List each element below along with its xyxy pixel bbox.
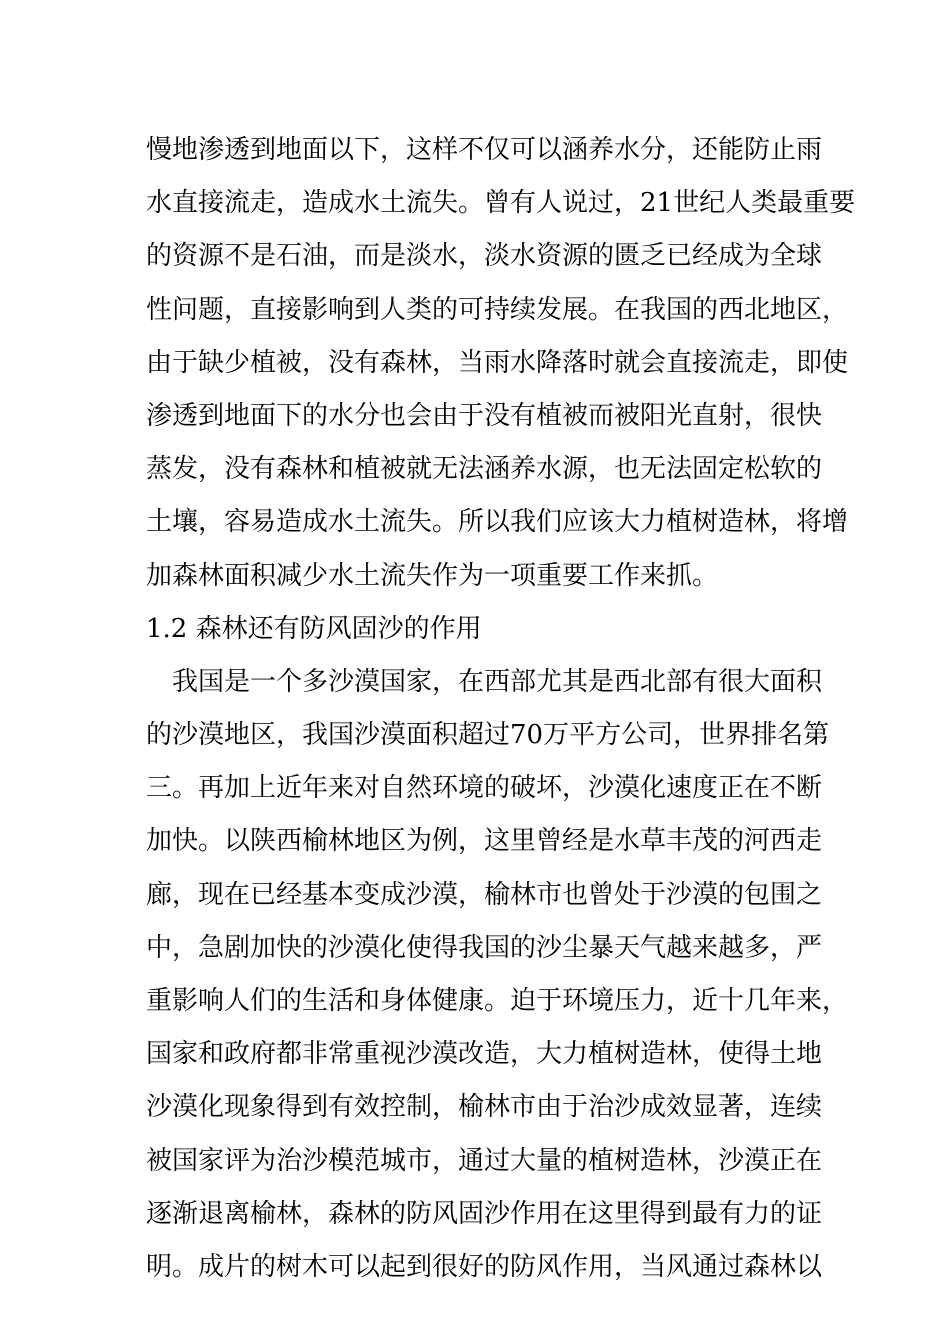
paragraph-line: 逐渐退离榆林，森林的防风固沙作用在这里得到最有力的证 — [146, 1198, 823, 1229]
paragraph-line: 的沙漠地区，我国沙漠面积超过70万平方公司，世界排名第 — [146, 720, 830, 751]
paragraph-line: 加快。以陕西榆林地区为例，这里曾经是水草丰茂的河西走 — [146, 826, 823, 857]
paragraph-line: 由于缺少植被，没有森林，当雨水降落时就会直接流走，即使 — [146, 347, 849, 378]
paragraph-line: 性问题，直接影响到人类的可持续发展。在我国的西北地区， — [146, 294, 849, 325]
paragraph-line: 蒸发，没有森林和植被就无法涵养水源，也无法固定松软的 — [146, 454, 823, 485]
paragraph-line: 廊，现在已经基本变成沙漠，榆林市也曾处于沙漠的包围之 — [146, 879, 823, 910]
paragraph-line: 渗透到地面下的水分也会由于没有植被而被阳光直射，很快 — [146, 400, 823, 431]
document-body — [146, 124, 856, 1294]
paragraph-line: 沙漠化现象得到有效控制，榆林市由于治沙成效显著，连续 — [146, 1092, 823, 1123]
paragraph-line: 慢地渗透到地面以下，这样不仅可以涵养水分，还能防止雨 — [146, 135, 823, 165]
paragraph-line: 明。成片的树木可以起到很好的防风作用，当风通过森林以 — [146, 1251, 823, 1282]
paragraph-line: 被国家评为治沙模范城市，通过大量的植树造林，沙漠正在 — [146, 1145, 823, 1176]
paragraph-line: 的资源不是石油，而是淡水，淡水资源的匮乏已经成为全球 — [146, 241, 823, 272]
paragraph-line: 国家和政府都非常重视沙漠改造，大力植树造林，使得土地 — [146, 1039, 823, 1070]
section-heading: 1.2 森林还有防风固沙的作用 — [146, 613, 482, 644]
paragraph-line: 三。再加上近年来对自然环境的破坏，沙漠化速度正在不断 — [146, 773, 823, 804]
paragraph-line: 中，急剧加快的沙漠化使得我国的沙尘暴天气越来越多，严 — [146, 932, 823, 963]
paragraph-line: 我国是一个多沙漠国家，在西部尤其是西北部有很大面积 — [172, 666, 823, 697]
paragraph-line: 水直接流走，造成水土流失。曾有人说过，21世纪人类最重要 — [146, 188, 856, 219]
paragraph-line: 加森林面积减少水土流失作为一项重要工作来抓。 — [146, 560, 719, 591]
paragraph-line: 重影响人们的生活和身体健康。迫于环境压力，近十几年来， — [146, 986, 849, 1016]
paragraph-water-conservation — [146, 124, 856, 603]
paragraph-windbreak-sand-fixation — [146, 656, 849, 1294]
paragraph-line: 土壤，容易造成水土流失。所以我们应该大力植树造林，将增 — [146, 507, 849, 538]
